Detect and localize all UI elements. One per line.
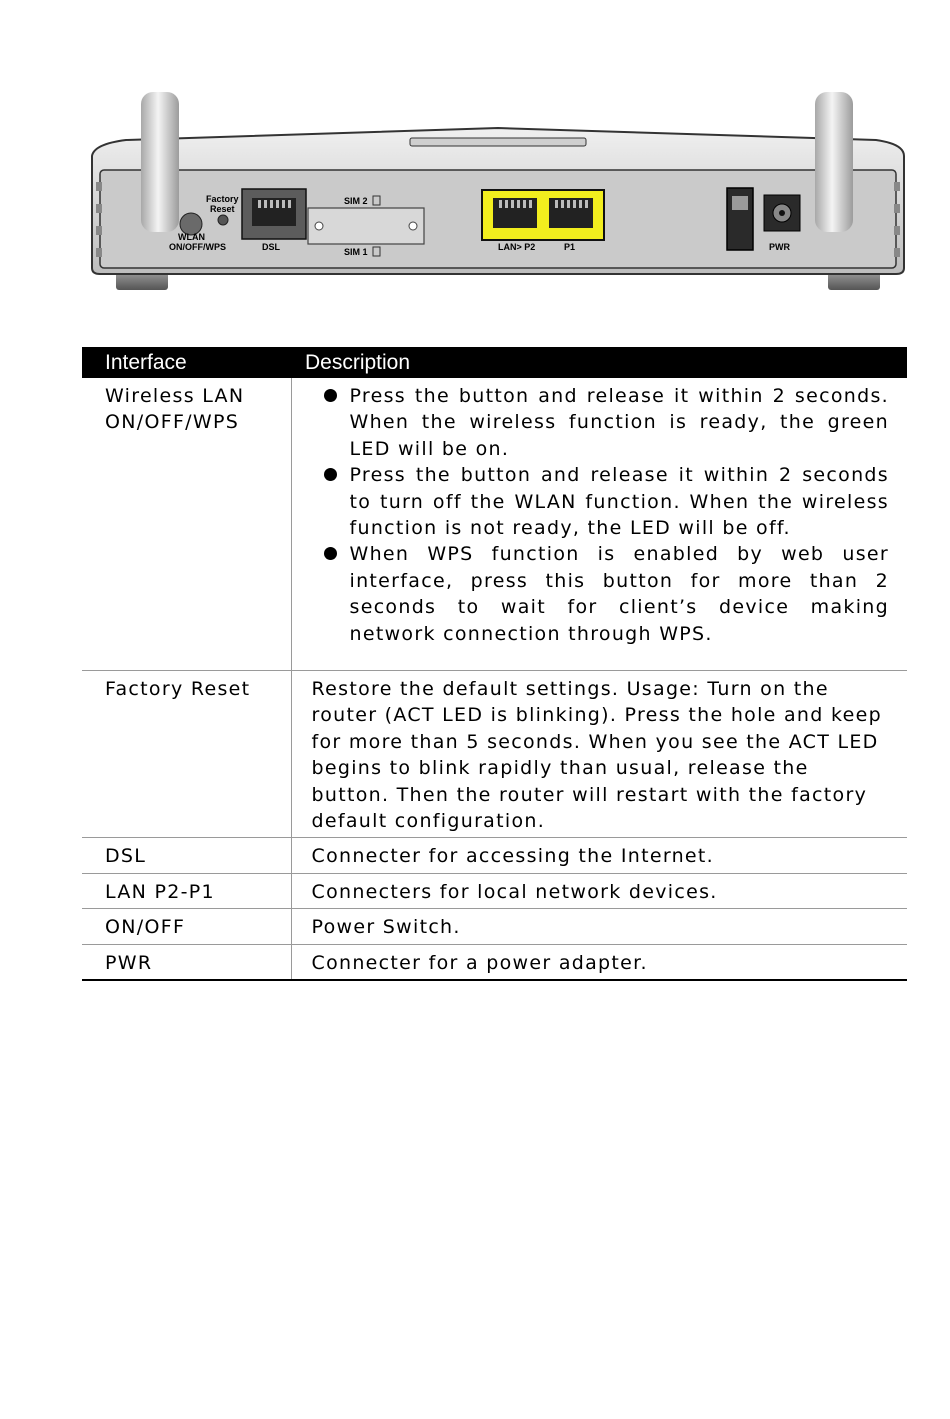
table-row [82,838,907,873]
interface-name-line: Factory Reset [105,678,251,700]
description-text: Connecter for accessing the Internet. [311,845,715,868]
description-text: Power Switch. [311,916,461,939]
interface-cell [82,671,291,838]
label-sim2: SIM 2 [344,196,368,206]
description-cell [291,378,907,671]
table-row [82,671,907,838]
label-p1: P1 [564,242,576,252]
description-text: Connecter for a power adapter. [311,951,648,974]
table-row [82,873,907,908]
header-description: Description [291,347,907,378]
label-reset: Reset [210,204,235,214]
interface-table [82,347,907,981]
interface-cell [82,873,291,908]
description-cell [291,671,907,838]
interface-name-line: ON/OFF [105,916,186,939]
label-pwr: PWR [769,242,790,252]
interface-cell [82,909,291,944]
router-button-top [410,138,586,146]
bullet-icon [324,389,337,402]
description-cell [291,909,907,944]
interface-cell [82,378,291,671]
interface-name-line: Wireless LAN [105,385,245,407]
description-cell [291,944,907,980]
interface-cell [82,838,291,873]
description-cell [291,838,907,873]
label-lan-p2: LAN> P2 [498,242,536,252]
label-factory: Factory [206,194,239,204]
label-dsl: DSL [262,242,280,252]
list-item: Press the button and release it within 2 seconds. When the wireless function is ready, the green LED will be on. [350,383,890,462]
label-wlan: WLAN [178,232,205,242]
table-row [82,944,907,980]
bullet-icon [324,547,337,560]
description-text: Connecters for local network devices. [311,880,718,903]
list-item: When WPS function is enabled by web user interface, press this button for more than 2 seconds to wait for client’s device making network connection through WPS. [350,541,890,647]
antenna-right [815,92,853,232]
interface-name-line: LAN P2-P1 [105,880,215,903]
description-cell [291,873,907,908]
sim-slot-icon [308,208,424,244]
interface-name-line: ON/OFF/WPS [105,411,240,434]
interface-cell [82,944,291,980]
interface-name-line: PWR [105,951,153,974]
label-sim1: SIM 1 [344,247,368,257]
interface-name-line: DSL [105,845,147,868]
list-item: Press the button and release it within 2 seconds to turn off the WLAN function. When the wireless function is not ready, the LED will be off. [350,462,890,541]
bullet-icon [324,468,337,481]
table-header-row [82,347,907,378]
antenna-left [141,92,179,232]
factory-reset-hole-icon [218,215,228,225]
label-wlan-onoff-wps: ON/OFF/WPS [169,242,226,252]
table-row [82,909,907,944]
table-row [82,378,907,671]
header-interface: Interface [82,347,291,378]
description-text: Restore the default settings. Usage: Turn on the router (ACT LED is blinking). Press the hole and keep for more than 5 seconds. When you see the ACT LED begins to blink rapidly than usual, release the button. Then the router will restart with the factory default configuration. [311,678,882,833]
description-bullet-list [312,383,890,647]
router-rear-panel-figure [86,92,910,302]
